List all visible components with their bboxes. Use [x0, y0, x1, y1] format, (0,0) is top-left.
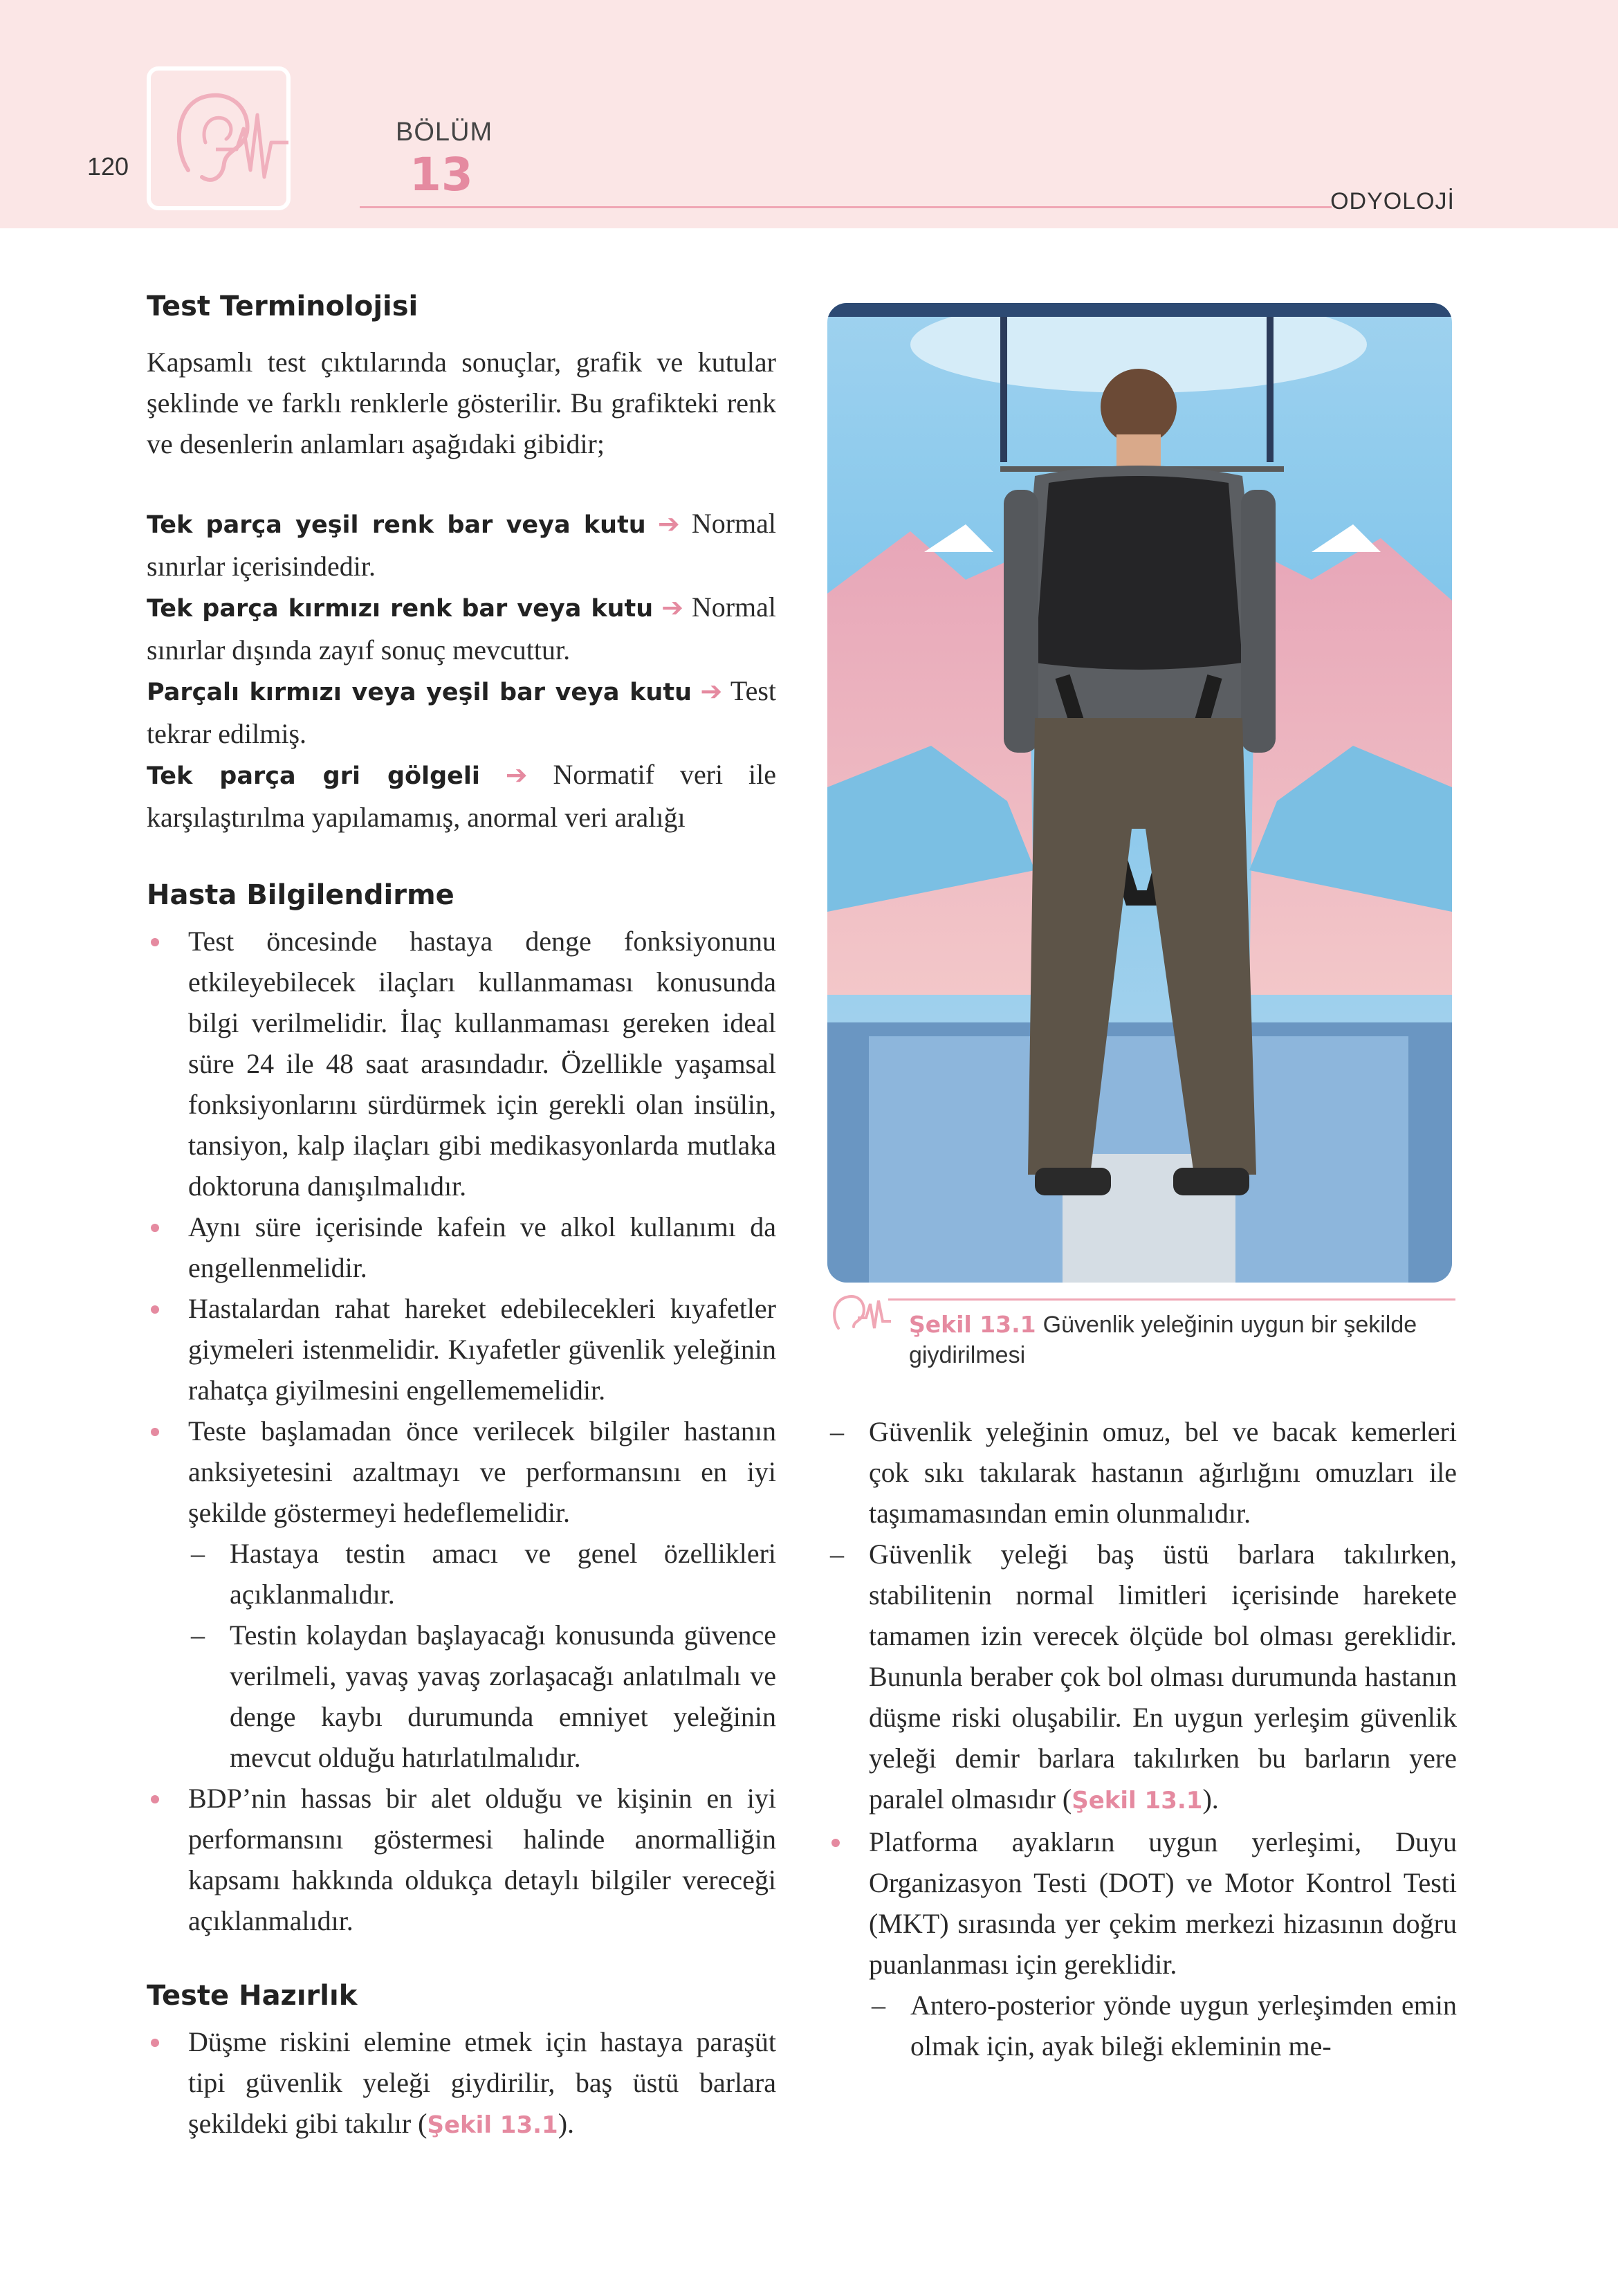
arrow-right-icon: ➔ — [700, 676, 723, 706]
terminology-list — [147, 503, 776, 838]
left-column — [147, 291, 776, 2146]
figure-ref-link[interactable]: Şekil 13.1 — [1072, 1787, 1203, 1815]
foot-placement-list — [827, 1821, 1457, 2066]
header-rule — [360, 206, 1332, 208]
arrow-right-icon: ➔ — [661, 592, 683, 623]
terminology-intro: Kapsamlı test çıktılarında sonuçlar, grafik ve kutular şeklinde ve farklı renklerle gösterilir. Bu grafikteki renk ve desenlerin anlamları aşağıdaki gibidir; — [147, 347, 776, 459]
sub-list — [827, 1411, 1457, 1821]
list-item: Test öncesinde hastaya denge fonksiyonunu etkileyebilecek ilaçları kullanmaması konusunda bilgi verilmelidir. İlaç kullanmaması gereken ideal süre 24 ile 48 saat arasındadır. Özellikle yaşamsal fonksiyonlarını sürdürmek için gerekli olan insülin, tansiyon, kalp ilaçları gibi medikasyonlarda mutlaka doktoruna danışılmalıdır. — [147, 921, 776, 1206]
preparation-heading: Teste Hazırlık — [147, 1980, 358, 2012]
sub-list-item: – Güvenlik yeleği baş üstü barlara takılırken, stabilitenin normal limitleri içerisinde harekete tamamen izin verecek ölçüde bol olması gereklidir. Bununla beraber çok bol olması durumunda hastanın düşme riski oluşabilir. En uygun yerleşim güvenlik yeleği demir barlara takılırken bu barların yere paralel olmasıdır (Şekil 13.1). — [827, 1534, 1457, 1821]
header-section-title: ODYOLOJİ — [1330, 188, 1455, 214]
figure-photo-safety-harness — [827, 303, 1452, 1283]
figure-caption-text: Güvenlik yeleğinin uygun bir şekilde giydirilmesi — [909, 1312, 1417, 1368]
preparation-list — [147, 2021, 776, 2146]
figure-caption — [909, 1310, 1455, 1370]
ear-wave-icon — [825, 1287, 894, 1342]
sub-list — [869, 1985, 1457, 2066]
figure-number: Şekil 13.1 — [909, 1311, 1036, 1338]
arrow-right-icon: ➔ — [505, 760, 528, 790]
term-item: Tek parça yeşil renk bar veya kutu ➔ Normal sınırlar içerisindedir. — [147, 508, 776, 582]
list-item: Teste başlamadan önce verilecek bilgiler hastanın anksiyetesini azaltmayı ve performansını en iyi şekilde göstermeyi hedeflemelidir. – Hastaya testin amacı ve genel özellikleri açıklanmalıdır. – Testin kolaydan başlayacağı konusunda güvence verilmeli, yavaş yavaş zorlaşacağı anlatılmalı ve denge kaybı durumunda emniyet yeleğinin mevcut olduğu hatırlatılmalıdır. — [147, 1411, 776, 1778]
term-item: Tek parça gri gölgeli ➔ Normatif veri ile karşılaştırılma yapılamamış, anormal veri aralığı — [147, 759, 777, 833]
list-item: BDP’nin hassas bir alet olduğu ve kişinin en iyi performansını göstermesi halinde anormalliğin kapsamı hakkında oldukça detaylı bilgiler vereceği açıklanmalıdır. — [147, 1778, 776, 1941]
term-item: Parçalı kırmızı veya yeşil bar veya kutu ➔ Test tekrar edilmiş. — [147, 675, 776, 749]
page-number: 120 — [87, 152, 129, 181]
caption-rule — [888, 1298, 1455, 1301]
term-item: Tek parça kırmızı renk bar veya kutu ➔ Normal sınırlar dışında zayıf sonuç mevcuttur. — [147, 591, 776, 665]
list-item: Hastalardan rahat hareket edebilecekleri kıyafetler giymeleri istenmelidir. Kıyafetler güvenlik yeleğinin rahatça giyilmesini engellememelidir. — [147, 1288, 776, 1411]
patient-info-heading: Hasta Bilgilendirme — [147, 879, 454, 911]
terminology-heading: Test Terminolojisi — [147, 291, 419, 322]
list-item: Platforma ayakların uygun yerleşimi, Duyu Organizasyon Testi (DOT) ve Motor Kontrol Testi (MKT) sırasında yer çekim merkezi hizasının doğru puanlanması için gereklidir. – Antero-posterior yönde uygun yerleşimden emin olmak için, ayak bileği ekleminin me- — [827, 1821, 1457, 2066]
sub-list-item: – Testin kolaydan başlayacağı konusunda güvence verilmeli, yavaş yavaş zorlaşacağı anlatılmalı ve denge kaybı durumunda emniyet yeleğinin mevcut olduğu hatırlatılmalıdır. — [188, 1615, 776, 1778]
patient-info-list — [147, 921, 776, 1941]
chapter-label: BÖLÜM — [396, 118, 493, 147]
sub-list-item: – Güvenlik yeleğinin omuz, bel ve bacak kemerleri çok sıkı takılarak hastanın ağırlığını omuzları ile taşımamasından emin olunmalıdır. — [827, 1411, 1457, 1534]
list-item: Düşme riskini elemine etmek için hastaya paraşüt tipi güvenlik yeleği giydirilir, baş üstü barlara şekildeki gibi takılır (Şekil 13.1). — [147, 2021, 776, 2146]
right-column — [827, 1411, 1457, 2066]
sub-list-item: – Hastaya testin amacı ve genel özellikleri açıklanmalıdır. — [188, 1533, 776, 1615]
list-item: Aynı süre içerisinde kafein ve alkol kullanımı da engellenmelidir. — [147, 1206, 776, 1288]
sub-list — [188, 1533, 776, 1778]
sub-list-item: – Antero-posterior yönde uygun yerleşimden emin olmak için, ayak bileği ekleminin me- — [869, 1985, 1457, 2066]
arrow-right-icon: ➔ — [657, 508, 680, 539]
chapter-number: 13 — [410, 148, 473, 201]
figure-ref-link[interactable]: Şekil 13.1 — [427, 2111, 558, 2139]
ear-wave-logo — [147, 66, 291, 210]
